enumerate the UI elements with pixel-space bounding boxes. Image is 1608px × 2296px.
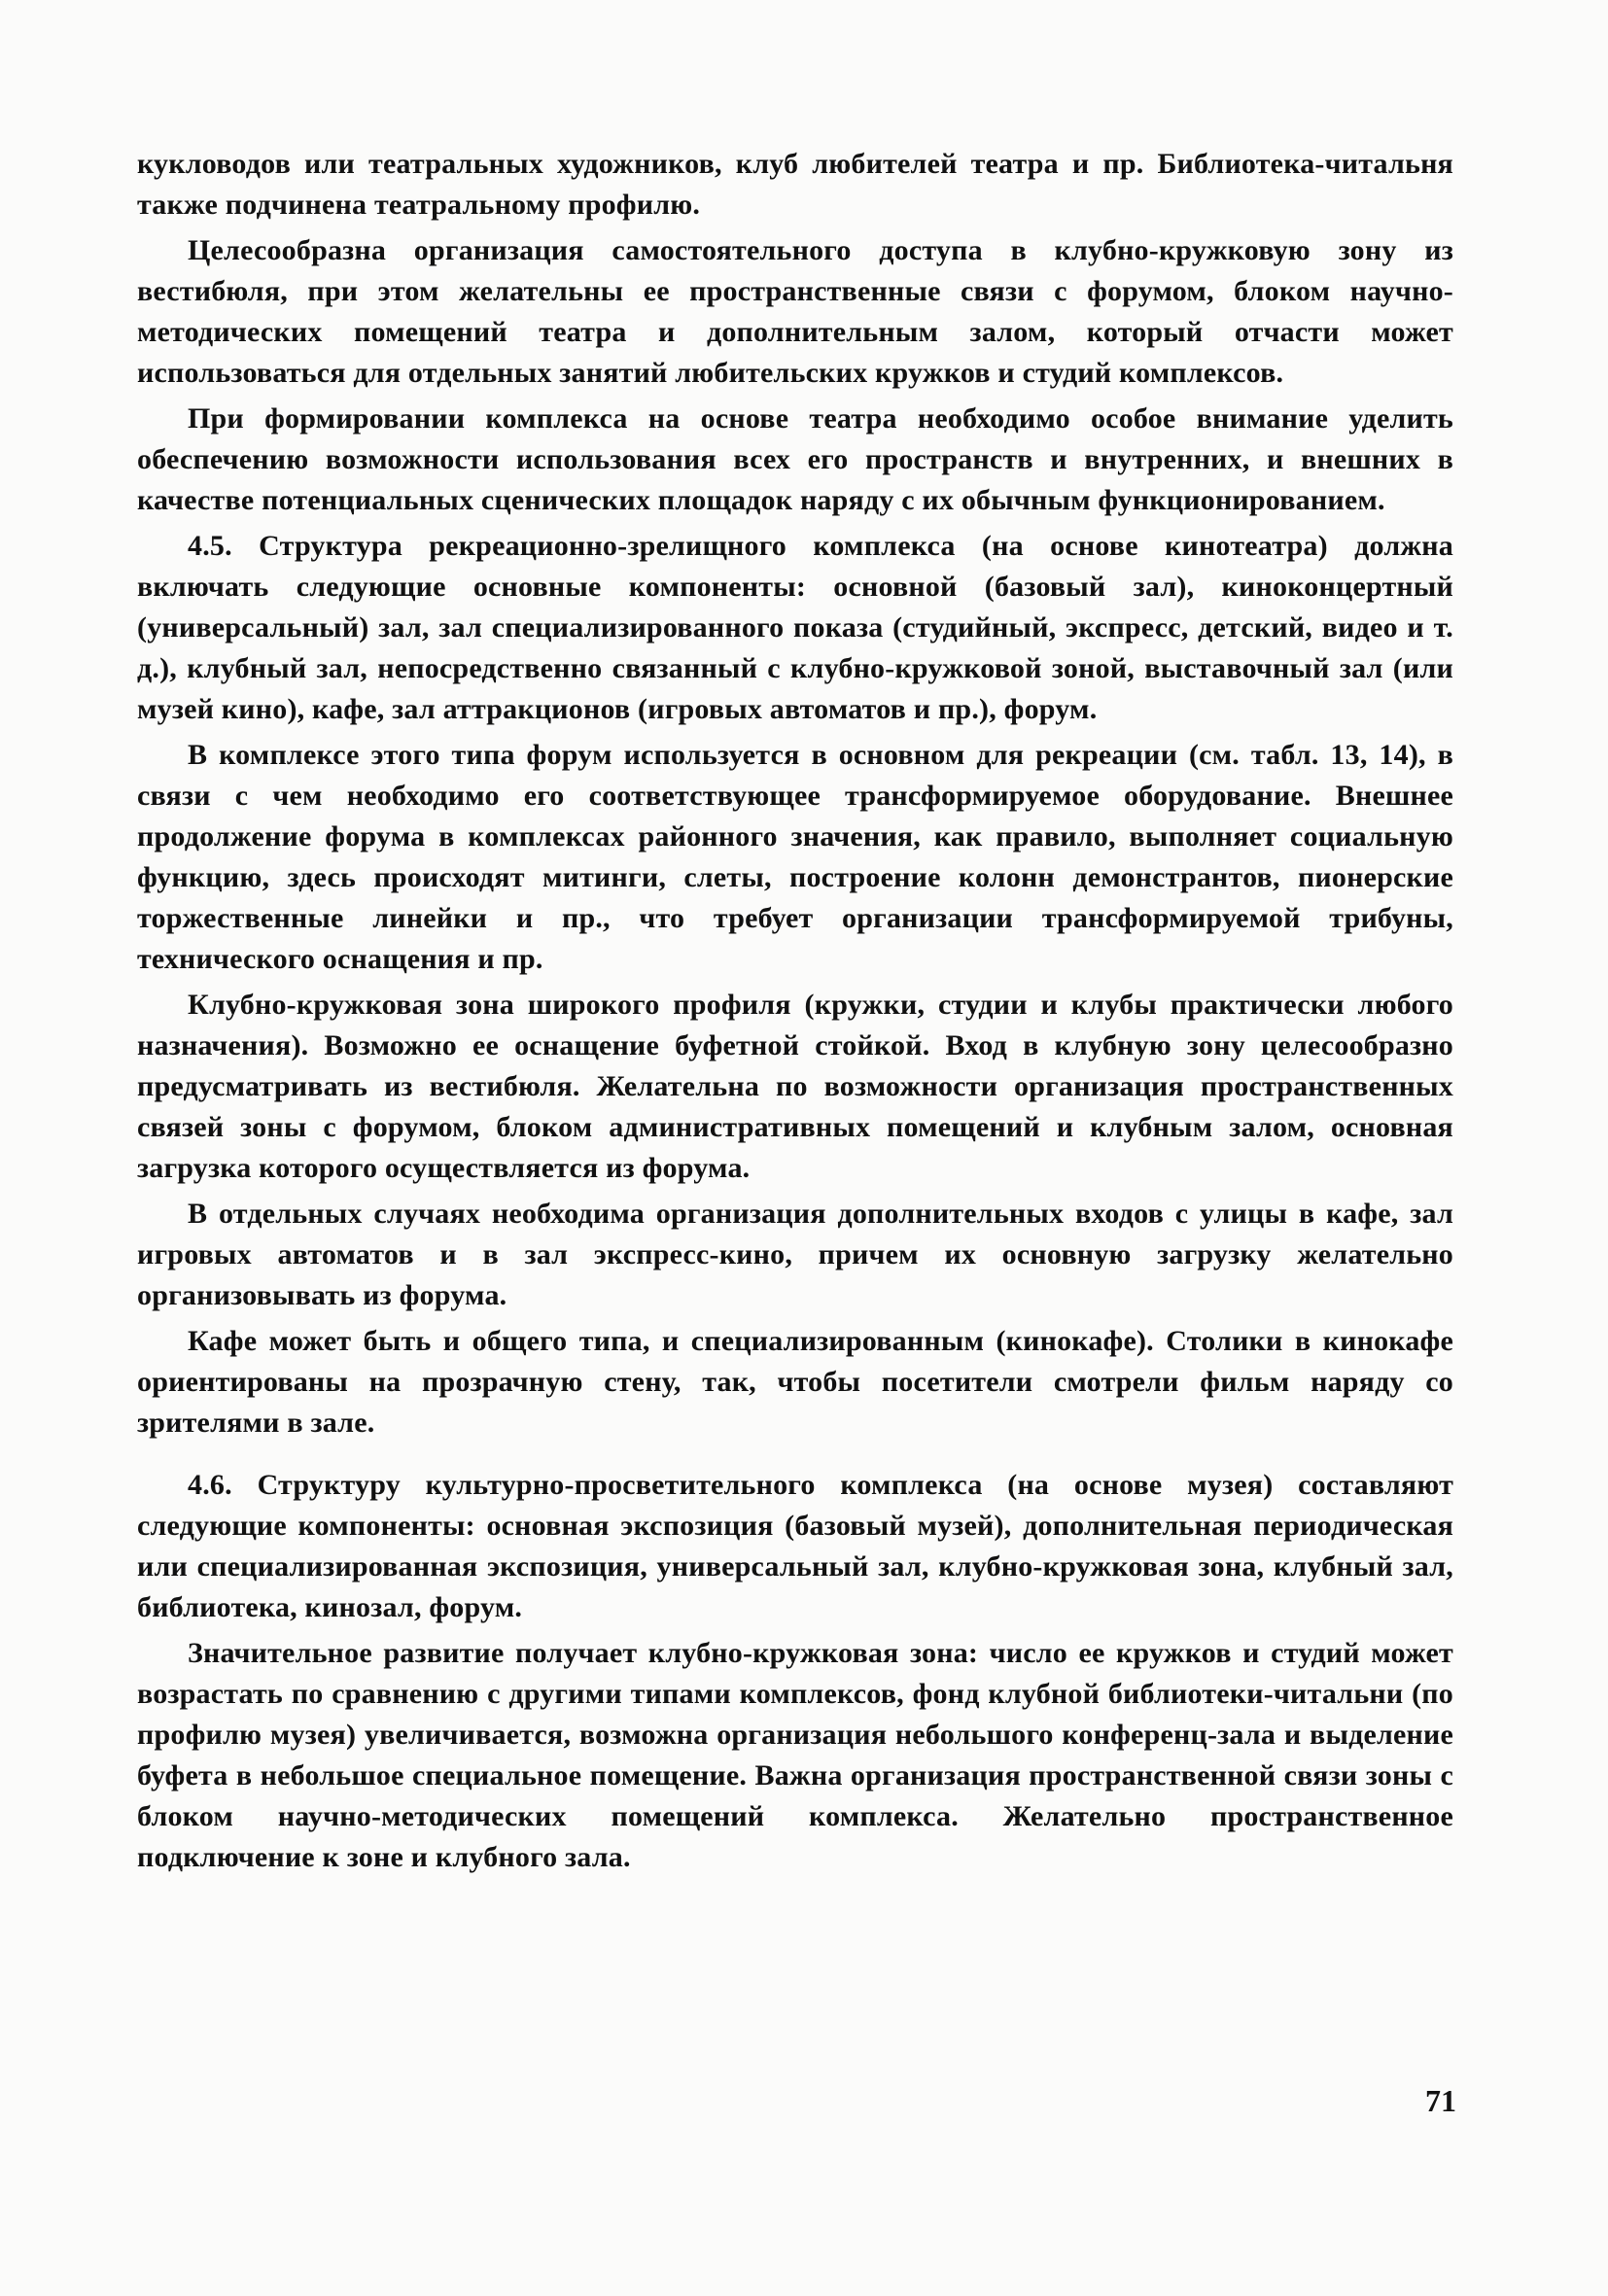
section-number: 4.5.	[188, 530, 232, 562]
page-number: 71	[1425, 2083, 1456, 2118]
section-number: 4.6.	[188, 1469, 232, 1501]
paragraph: кукловодов или театральных художников, клуб любителей театра и пр. Библиотека-читальня также подчинена театральному профилю.	[137, 148, 1453, 221]
paragraph: В комплексе этого типа форум используется в основном для рекреации (см. табл. 13, 14), в связи с чем необходимо его соответствующее трансформируемое оборудование. Внешнее продолжение форума в комплексах районного значения, как правило, выполняет социальную функцию, здесь происходят митинги, слеты, построение колонн демонстрантов, пионерские торжественные линейки и пр., что требует организации трансформируемой трибуны, технического оснащения и пр.	[137, 739, 1453, 975]
paragraph: Клубно-кружковая зона широкого профиля (кружки, студии и клубы практически любого назначения). Возможно ее оснащение буфетной стойкой. Вход в клубную зону целесообразно предусматривать из вестибюля. Желательна по возможности организация пространственных связей зоны с форумом, блоком административных помещений и клубным залом, основная загрузка которого осуществляется из форума.	[137, 989, 1453, 1184]
paragraph: Целесообразна организация самостоятельного доступа в клубно-кружковую зону из вестибюля, при этом желательны ее пространственные связи с форумом, блоком научно-методических помещений театра и дополнительным залом, который отчасти может использоваться для отдельных занятий любительских кружков и студий комплексов.	[137, 234, 1453, 389]
section-paragraph-4-6	[137, 1465, 1453, 1628]
paragraph: В отдельных случаях необходима организация дополнительных входов с улицы в кафе, зал игровых автоматов и в зал экспресс-кино, причем их основную загрузку желательно организовывать из форума.	[137, 1198, 1453, 1311]
section-paragraph-4-5	[137, 526, 1453, 730]
paragraph: Значительное развитие получает клубно-кружковая зона: число ее кружков и студий может возрастать по сравнению с другими типами комплексов, фонд клубной библиотеки-читальни (по профилю музея) увеличивается, возможна организация небольшого конференц-зала и выделение буфета в небольшое специальное помещение. Важна организация пространственной связи зоны с блоком научно-методических помещений комплекса. Желательно пространственное подключение к зоне и клубного зала.	[137, 1637, 1453, 1873]
paragraph-text: Структуру культурно-просветительного комплекса (на основе музея) составляют следующие компоненты: основная экспозиция (базовый музей), дополнительная периодическая или специализированная экспозиция, универсальный зал, клубно-кружковая зона, клубный зал, библиотека, кинозал, форум.	[137, 1469, 1454, 1623]
body-text	[137, 144, 1453, 1883]
paragraph-text: Структура рекреационно-зрелищного комплекса (на основе кинотеатра) должна включать следующие основные компоненты: основной (базовый зал), киноконцертный (универсальный) зал, зал специализированного показа (студийный, экспресс, детский, видео и т. д.), клубный зал, непосредственно связанный с клубно-кружковой зоной, выставочный зал (или музей кино), кафе, зал аттракционов (игровых автоматов и пр.), форум.	[137, 530, 1453, 725]
paragraph: Кафе может быть и общего типа, и специализированным (кинокафе). Столики в кинокафе ориентированы на прозрачную стену, так, чтобы посетители смотрели фильм наряду со зрителями в зале.	[137, 1325, 1453, 1439]
paragraph: При формировании комплекса на основе театра необходимо особое внимание уделить обеспечению возможности использования всех его пространств и внутренних, и внешних в качестве потенциальных сценических площадок наряду с их обычным функционированием.	[137, 402, 1453, 516]
